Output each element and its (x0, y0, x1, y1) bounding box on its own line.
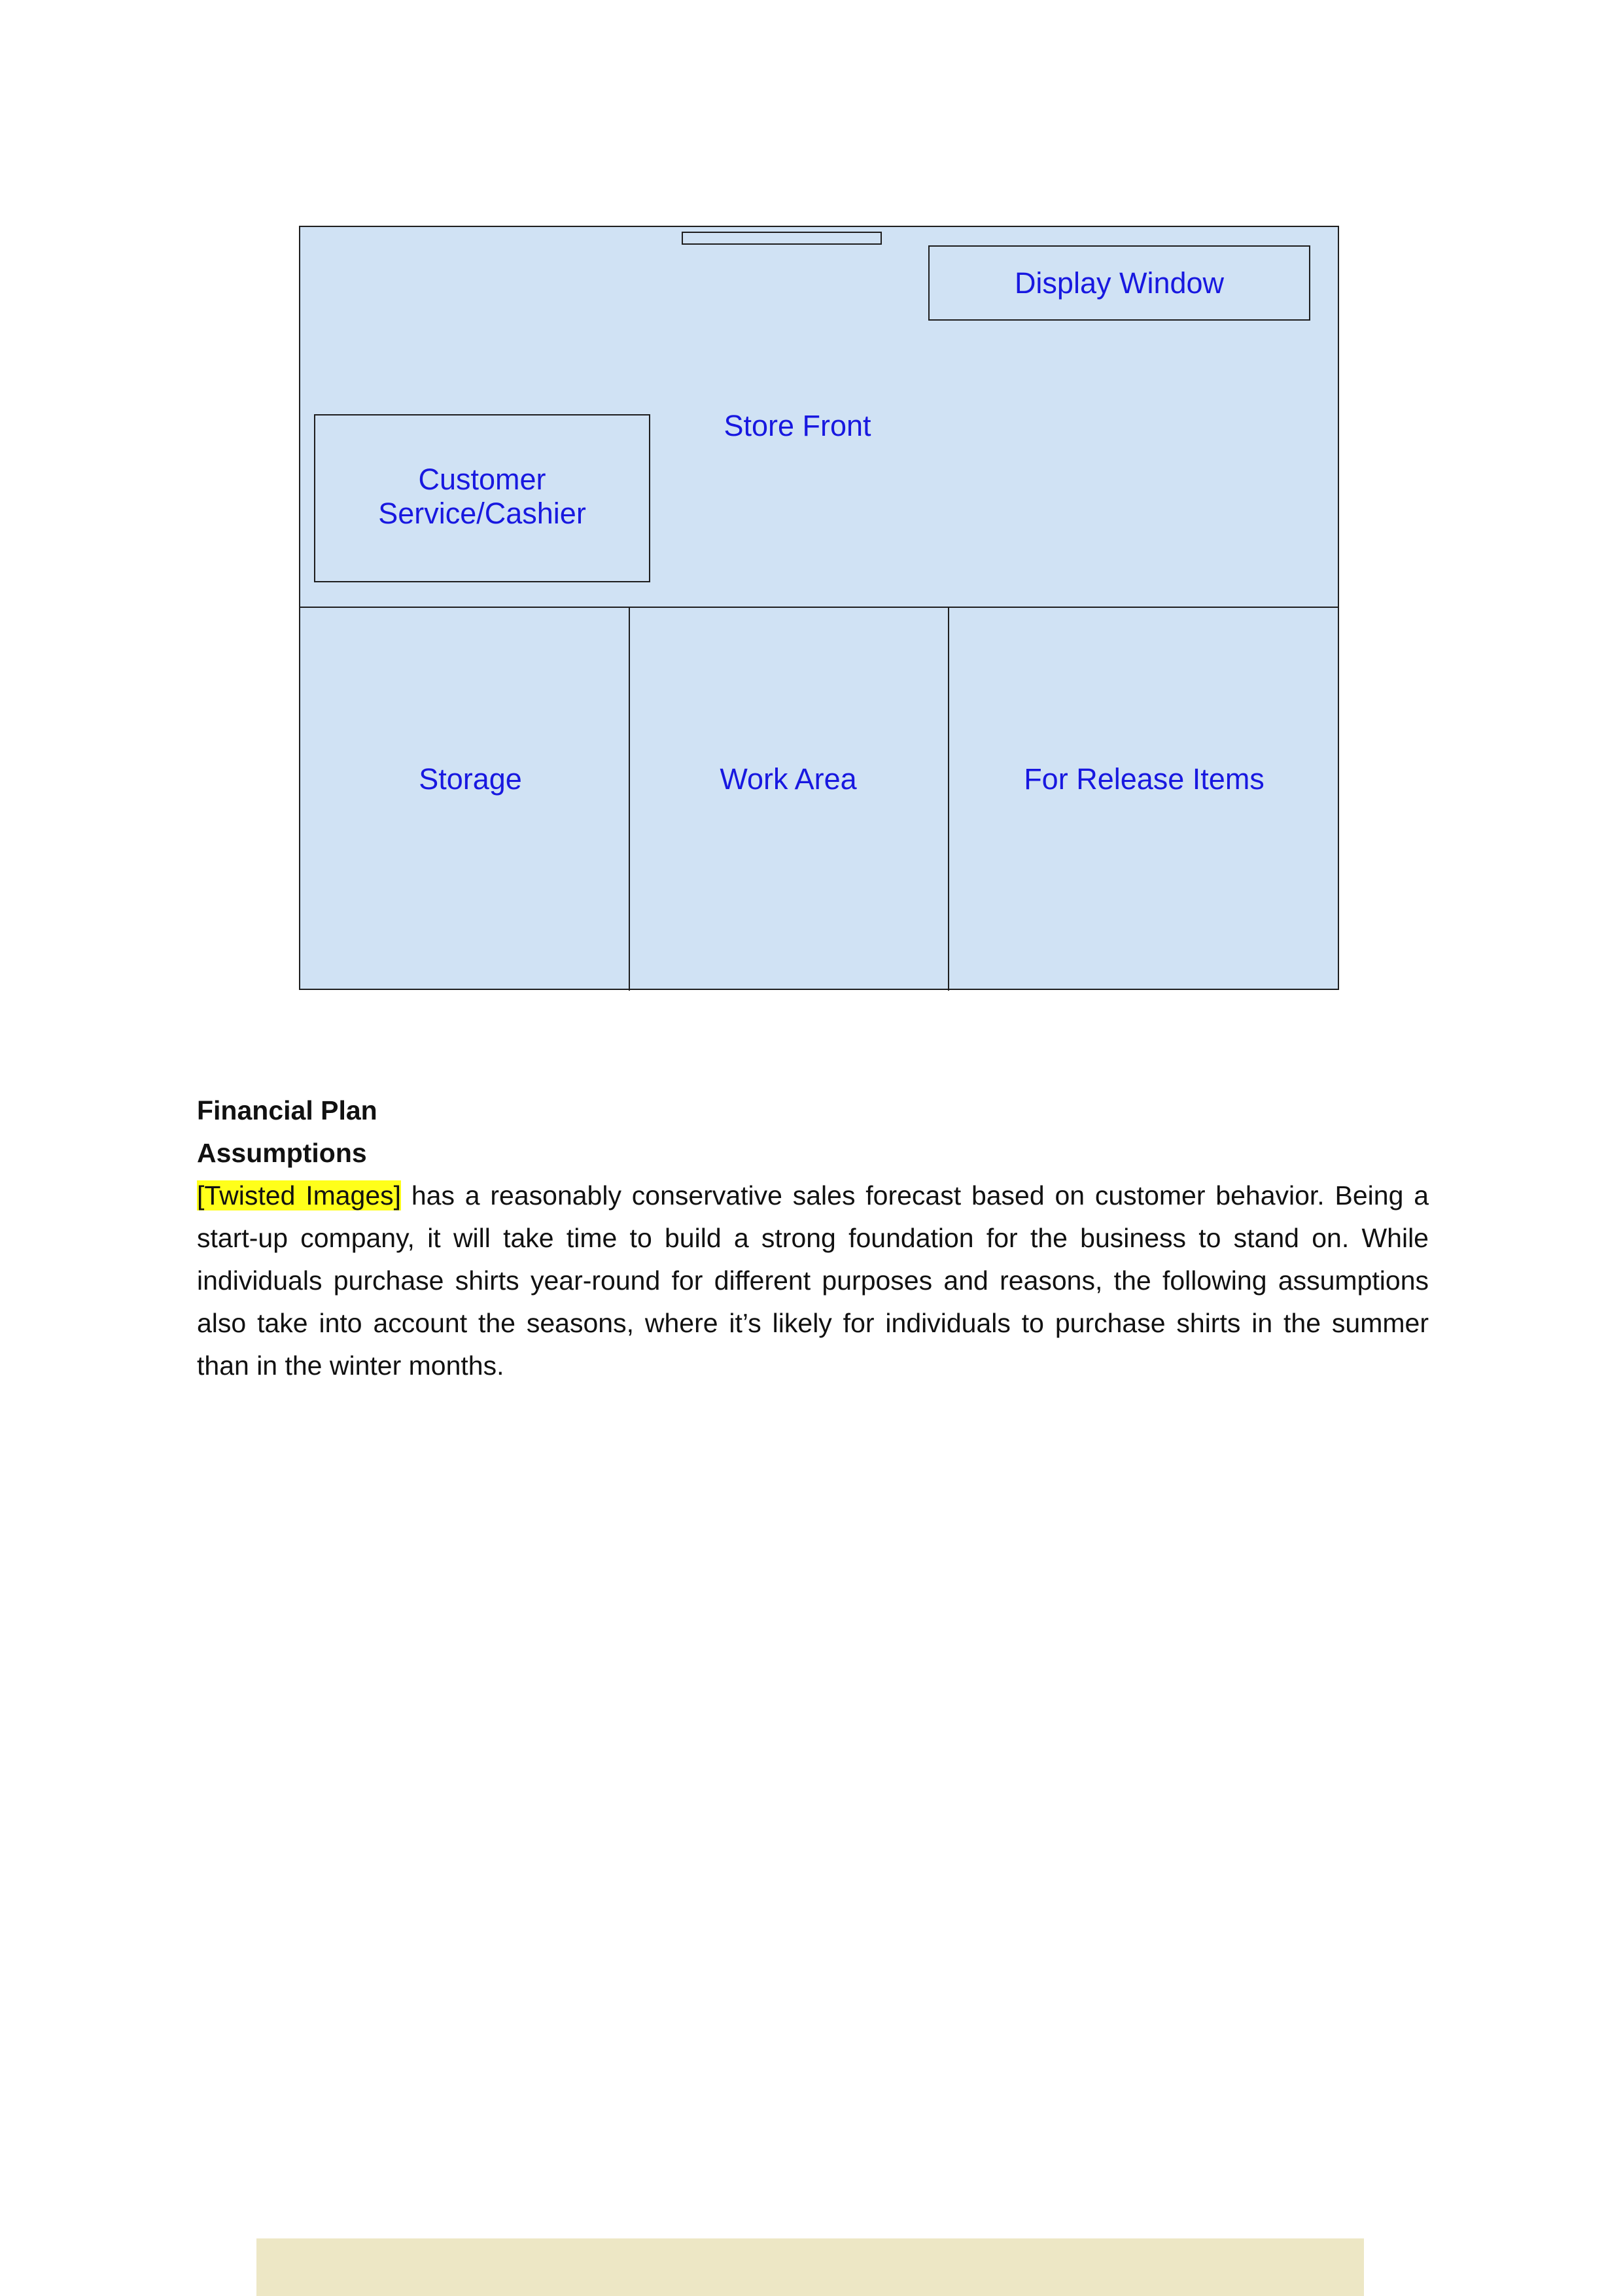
work-release-divider (948, 608, 949, 991)
financial-plan-heading: Financial Plan (197, 1095, 377, 1125)
financial-plan-section (197, 1089, 1429, 1387)
footer-band (256, 2238, 1364, 2296)
store-floor-plan (299, 226, 1339, 990)
storage-work-divider (629, 608, 630, 991)
work-area-label: Work Area (720, 762, 857, 796)
entrance-door (682, 232, 882, 245)
release-items-label: For Release Items (1024, 762, 1265, 796)
store-front-label: Store Front (724, 409, 871, 442)
cashier-label (314, 463, 650, 531)
assumptions-paragraph-text: has a reasonably conservative sales forecast based on customer behavior. Being a start-up company, it will take time to build a strong foundation for the business to stand on. While individuals purchase shirts year-round for different purposes and reasons, the following assumptions also take into account the seasons, where it’s likely for individuals to purchase shirts in the summer than in the winter months. (197, 1180, 1429, 1381)
front-back-divider (300, 607, 1338, 608)
assumptions-paragraph (197, 1174, 1429, 1387)
display-window-label: Display Window (1014, 266, 1225, 300)
storage-label: Storage (419, 762, 522, 796)
cashier-label-line2: Service/Cashier (378, 497, 586, 530)
cashier-label-line1: Customer (418, 463, 546, 496)
company-name-highlight: [Twisted Images] (197, 1180, 402, 1210)
assumptions-heading: Assumptions (197, 1138, 367, 1168)
